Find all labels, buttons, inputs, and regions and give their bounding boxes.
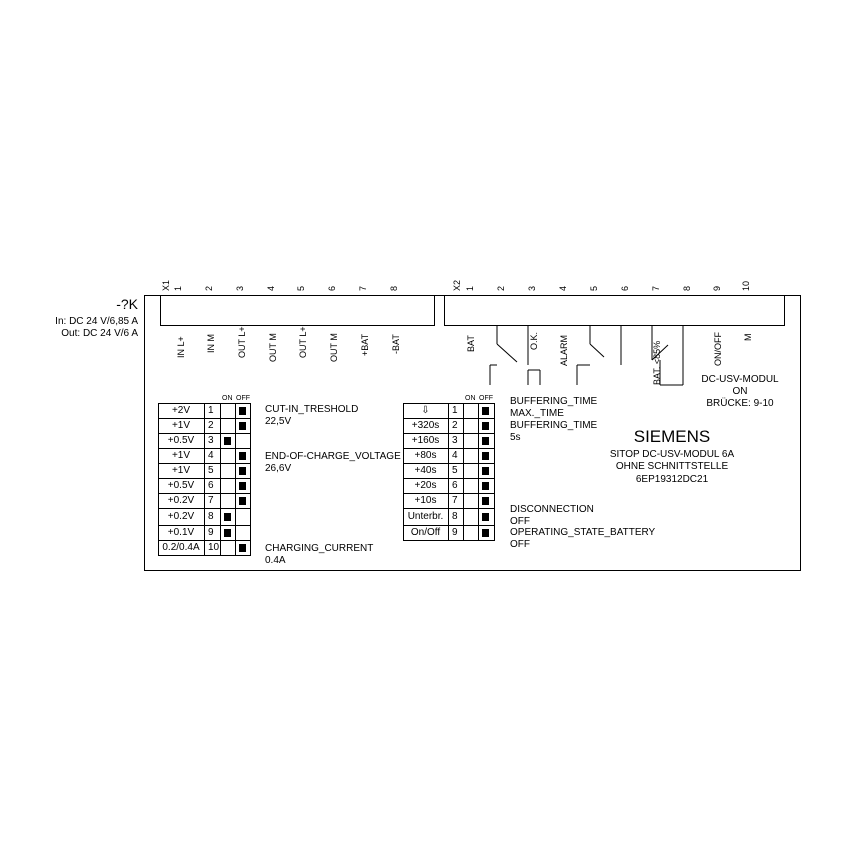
dip-switch-position[interactable] — [482, 482, 489, 490]
switch-number: 1 — [452, 405, 458, 416]
switch-value: +80s — [414, 450, 437, 461]
device-ref: -?K — [116, 296, 138, 312]
right-switch-off-header: OFF — [479, 395, 493, 402]
x1-terminal-3: 3 — [235, 285, 245, 291]
dip-switch-position[interactable] — [239, 422, 246, 430]
switch-number: 7 — [452, 495, 458, 506]
x2-signal-bat: BAT — [466, 335, 476, 352]
dip-switch-position[interactable] — [224, 529, 231, 537]
switch-value: +0.5V — [167, 480, 195, 491]
operating-state-label: OPERATING_STATE_BATTERY — [510, 527, 656, 538]
switch-number: 2 — [452, 420, 458, 431]
module-status-title: DC-USV-MODUL — [701, 374, 779, 385]
right-switch-on-header: ON — [465, 395, 476, 402]
charging-current-value: 0.4A — [265, 555, 286, 566]
dip-switch-position[interactable] — [239, 467, 246, 475]
dip-switch-position[interactable] — [239, 497, 246, 505]
switch-number: 9 — [208, 527, 214, 538]
dip-switch-position[interactable] — [224, 437, 231, 445]
x2-signal-alarm: ALARM — [559, 334, 569, 366]
dip-switch-position[interactable] — [482, 529, 489, 537]
switch-number: 8 — [452, 511, 458, 522]
switch-number: 3 — [452, 435, 458, 446]
operating-state-value: OFF — [510, 539, 530, 550]
x2-terminal-1: 1 — [465, 285, 475, 291]
x1-terminal-4: 4 — [266, 285, 276, 291]
x2-signal-ok: O.K. — [529, 331, 539, 350]
switch-number: 8 — [208, 511, 214, 522]
x2-terminal-3: 3 — [527, 285, 537, 291]
x1-signal-in-l: IN L+ — [176, 336, 186, 358]
buffering-time-value: 5s — [510, 432, 521, 443]
switch-number: 4 — [208, 450, 214, 461]
switch-value: On/Off — [410, 527, 441, 538]
dip-switch-position[interactable] — [239, 407, 246, 415]
dip-switch-position[interactable] — [239, 544, 246, 552]
charging-current-label: CHARGING_CURRENT — [265, 543, 374, 554]
dip-switch-position[interactable] — [239, 452, 246, 460]
left-switch-on-header: ON — [222, 395, 233, 402]
cut-in-threshold-label: CUT-IN_TRESHOLD — [265, 404, 359, 415]
siemens-brand: SIEMENS — [633, 427, 711, 446]
end-of-charge-value: 26,6V — [265, 463, 292, 474]
dip-switch-position[interactable] — [482, 407, 489, 415]
module-line-1: SITOP DC-USV-MODUL 6A — [609, 449, 735, 460]
x2-signal-on-off: ON/OFF — [713, 332, 723, 366]
switch-value: +320s — [411, 420, 440, 431]
output-rating: Out: DC 24 V/6 A — [61, 328, 138, 339]
x1-label: X1 — [161, 279, 171, 291]
input-rating: In: DC 24 V/6,85 A — [55, 316, 138, 327]
x2-terminal-2: 2 — [496, 285, 506, 291]
switch-value: Unterbr. — [407, 511, 444, 522]
switch-value: +160s — [411, 435, 440, 446]
switch-number: 9 — [452, 527, 458, 538]
x1-signal-minus-bat: -BAT — [391, 334, 401, 354]
module-part-no: 6EP19312DC21 — [635, 474, 709, 485]
x2-terminal-8: 8 — [682, 285, 692, 291]
x1-signal-out-m-2: OUT M — [329, 333, 339, 362]
dip-switch-position[interactable] — [482, 467, 489, 475]
switch-value: +2V — [171, 405, 191, 416]
switch-value: +0.2V — [167, 511, 195, 522]
x1-signal-out-m: OUT M — [268, 333, 278, 362]
x2-signal-bat-85: BAT. <85% — [652, 340, 662, 385]
x2-signal-m: M — [743, 333, 753, 341]
disconnection-value: OFF — [510, 516, 530, 527]
disconnection-label: DISCONNECTION — [510, 504, 594, 515]
dip-switch-position[interactable] — [482, 497, 489, 505]
x1-terminal-1: 1 — [173, 285, 183, 291]
x2-terminal-10: 10 — [741, 280, 751, 291]
x2-label: X2 — [452, 279, 462, 291]
left-switch-off-header: OFF — [236, 395, 250, 402]
switch-number: 5 — [208, 465, 214, 476]
x2-terminal-5: 5 — [589, 285, 599, 291]
dip-switch-position[interactable] — [482, 437, 489, 445]
buffering-time-label: BUFFERING_TIME — [510, 396, 598, 407]
x2-terminal-4: 4 — [558, 285, 568, 291]
switch-number: 2 — [208, 420, 214, 431]
module-status-value: ON — [732, 386, 748, 397]
buffering-time-label-2: BUFFERING_TIME — [510, 420, 598, 431]
module-line-2: OHNE SCHNITTSTELLE — [615, 461, 729, 472]
x1-signal-in-m: IN M — [206, 334, 216, 353]
dip-switch-position[interactable] — [239, 482, 246, 490]
switch-value: +0.5V — [167, 435, 195, 446]
switch-value: +1V — [171, 420, 191, 431]
switch-number: 7 — [208, 495, 214, 506]
x1-signal-plus-bat: +BAT — [360, 333, 370, 356]
switch-number: 4 — [452, 450, 458, 461]
cut-in-threshold-value: 22,5V — [265, 416, 292, 427]
dip-switch-position[interactable] — [482, 452, 489, 460]
x1-signal-out-l: OUT L+ — [237, 326, 247, 358]
x1-terminal-2: 2 — [204, 285, 214, 291]
x2-terminal-9: 9 — [712, 285, 722, 291]
switch-value: +20s — [414, 480, 437, 491]
switch-value: +0.2V — [167, 495, 195, 506]
switch-value: 0.2/0.4A — [162, 542, 200, 553]
switch-value: +1V — [171, 450, 191, 461]
switch-value: ⇩ — [421, 405, 430, 416]
x1-terminal-8: 8 — [389, 285, 399, 291]
switch-number: 3 — [208, 435, 214, 446]
x1-terminal-6: 6 — [327, 285, 337, 291]
switch-value: +1V — [171, 465, 191, 476]
x2-terminal-7: 7 — [651, 285, 661, 291]
end-of-charge-label: END-OF-CHARGE_VOLTAGE — [265, 451, 401, 462]
x1-terminal-7: 7 — [358, 285, 368, 291]
switch-value: +10s — [414, 495, 437, 506]
x1-terminal-5: 5 — [296, 285, 306, 291]
module-bridge: BRÜCKE: 9-10 — [706, 398, 774, 409]
switch-value: +40s — [414, 465, 437, 476]
x1-signal-out-l-2: OUT L+ — [298, 326, 308, 358]
switch-number: 6 — [208, 480, 214, 491]
switch-number: 1 — [208, 405, 214, 416]
switch-value: +0.1V — [167, 527, 195, 538]
switch-number: 6 — [452, 480, 458, 491]
x2-terminal-6: 6 — [620, 285, 630, 291]
dip-switch-position[interactable] — [224, 513, 231, 521]
dip-switch-position[interactable] — [482, 422, 489, 430]
switch-number: 5 — [452, 465, 458, 476]
dip-switch-position[interactable] — [482, 513, 489, 521]
switch-number: 10 — [208, 542, 220, 553]
max-time-label: MAX._TIME — [510, 408, 564, 419]
